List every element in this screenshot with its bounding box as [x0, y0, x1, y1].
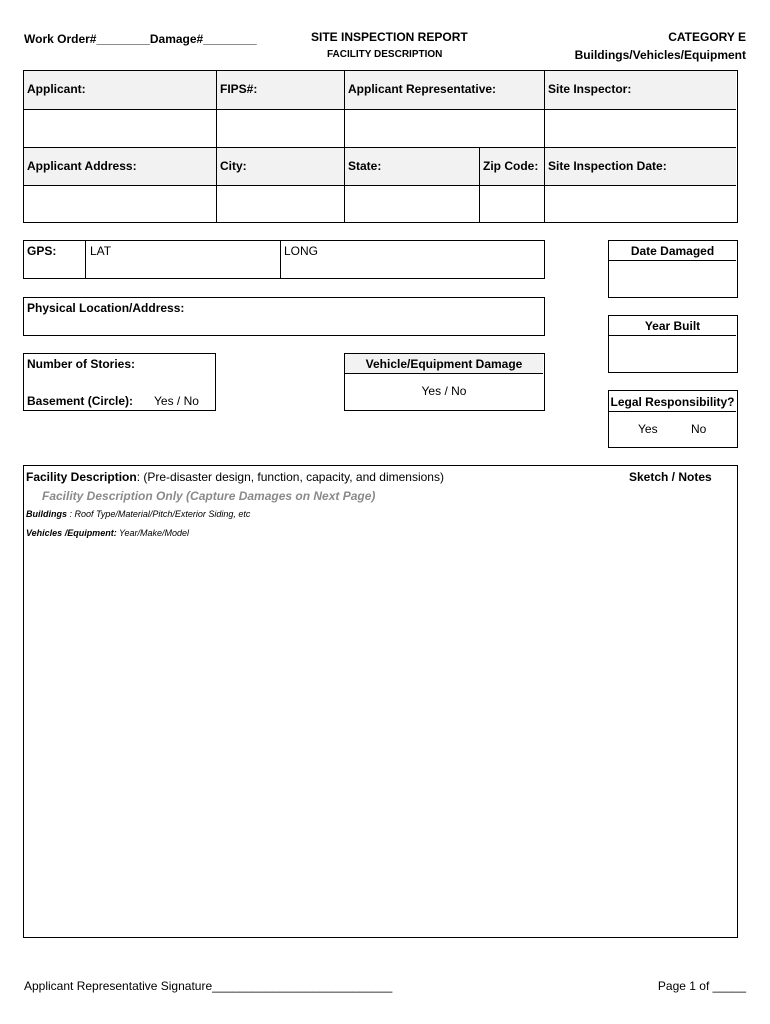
- buildings-hint: [26, 509, 250, 519]
- stories-label: Number of Stories:: [27, 357, 136, 371]
- facility-description-field[interactable]: [24, 546, 736, 936]
- buildings-label: Buildings: [26, 509, 67, 519]
- vehicle-damage-box: [344, 353, 545, 411]
- buildings-text: : Roof Type/Material/Pitch/Exterior Siding, etc: [67, 509, 251, 519]
- legal-yes-option[interactable]: Yes: [638, 422, 658, 436]
- date-damaged-label: Date Damaged: [630, 244, 715, 258]
- basement-label: Basement (Circle):: [27, 394, 134, 408]
- category-subtitle: Buildings/Vehicles/Equipment: [574, 48, 746, 62]
- facility-description-heading: [26, 470, 444, 484]
- applicant-rep-label: Applicant Representative:: [348, 82, 497, 96]
- category-label: CATEGORY E: [668, 30, 746, 44]
- year-built-label: Year Built: [644, 319, 701, 333]
- vehicles-hint: [26, 528, 189, 538]
- applicant-field[interactable]: [24, 110, 216, 147]
- lat-field[interactable]: [86, 259, 280, 278]
- city-field[interactable]: [217, 186, 344, 222]
- facility-description-detail: : (Pre-disaster design, function, capacity, and dimensions): [136, 470, 444, 484]
- legal-responsibility-box: [608, 390, 738, 448]
- page-subtitle: FACILITY DESCRIPTION: [327, 49, 443, 60]
- long-field[interactable]: [281, 259, 543, 278]
- site-inspector-label: Site Inspector:: [548, 82, 632, 96]
- fips-field[interactable]: [217, 110, 344, 147]
- physical-location-box: [23, 297, 545, 336]
- physical-location-label: Physical Location/Address:: [27, 301, 185, 315]
- gps-box: [23, 240, 545, 279]
- legal-no-option[interactable]: No: [691, 422, 707, 436]
- long-label: LONG: [284, 244, 319, 258]
- date-damaged-field[interactable]: [609, 261, 736, 296]
- signature-line[interactable]: Applicant Representative Signature___________________________: [24, 979, 393, 993]
- facility-note: Facility Description Only (Capture Damages on Next Page): [42, 489, 376, 503]
- work-order-damage-line: Work Order#________Damage#________: [24, 32, 257, 46]
- sketch-notes-label: Sketch / Notes: [629, 470, 712, 484]
- fips-label: FIPS#:: [220, 82, 258, 96]
- page-number: Page 1 of _____: [657, 979, 746, 993]
- gps-label: GPS:: [27, 244, 57, 258]
- facility-description-box: [23, 465, 738, 938]
- facility-description-label: Facility Description: [26, 470, 137, 484]
- zip-field[interactable]: [480, 186, 544, 222]
- applicant-address-field[interactable]: [24, 186, 216, 222]
- vehicle-damage-label: Vehicle/Equipment Damage: [365, 357, 523, 371]
- vehicles-label: Vehicles /Equipment:: [26, 528, 117, 538]
- state-field[interactable]: [345, 186, 479, 222]
- vehicles-text: Year/Make/Model: [116, 528, 190, 538]
- state-label: State:: [348, 159, 382, 173]
- zip-label: Zip Code:: [483, 159, 539, 173]
- date-damaged-box: [608, 240, 738, 298]
- year-built-field[interactable]: [609, 336, 736, 371]
- page-title: SITE INSPECTION REPORT: [311, 30, 468, 44]
- vehicle-damage-options[interactable]: Yes / No: [421, 384, 467, 398]
- city-label: City:: [220, 159, 247, 173]
- legal-responsibility-label: Legal Responsibility?: [610, 395, 735, 409]
- basement-options[interactable]: Yes / No: [154, 394, 199, 408]
- applicant-address-label: Applicant Address:: [27, 159, 137, 173]
- stories-box: [23, 353, 216, 411]
- applicant-table: [23, 70, 738, 223]
- inspection-date-field[interactable]: [545, 186, 736, 222]
- lat-label: LAT: [90, 244, 112, 258]
- site-inspector-field[interactable]: [545, 110, 736, 147]
- year-built-box: [608, 315, 738, 373]
- inspection-date-label: Site Inspection Date:: [548, 159, 667, 173]
- applicant-label: Applicant:: [27, 82, 86, 96]
- applicant-rep-field[interactable]: [345, 110, 544, 147]
- physical-location-field[interactable]: [24, 316, 543, 335]
